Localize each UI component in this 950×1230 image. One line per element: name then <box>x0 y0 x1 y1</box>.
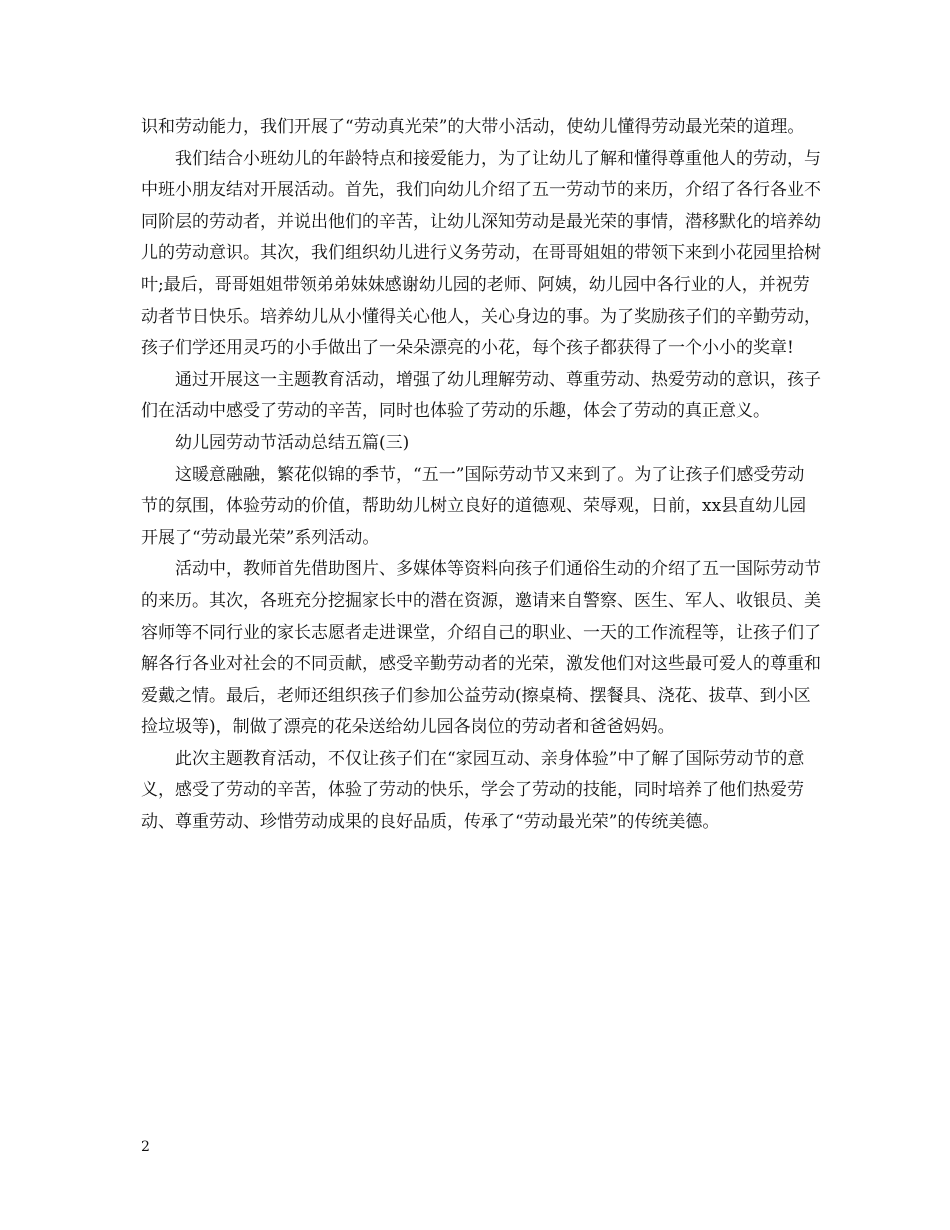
page-number: 2 <box>141 1139 150 1155</box>
paragraph-may-day-intro: 这暖意融融，繁花似锦的季节，“五一”国际劳动节又来到了。为了让孩子们感受劳动节的氛围，体验劳动的价值，帮助幼儿树立良好的道德观、荣辱观，日前，xx县直幼儿园开展了“劳动最光荣”系列活动。 <box>141 464 807 548</box>
document-body <box>141 112 821 839</box>
paragraph-summary: 此次主题教育活动，不仅让孩子们在“家园互动、亲身体验”中了解了国际劳动节的意义，感受了劳动的辛苦，体验了劳动的快乐，学会了劳动的技能，同时培养了他们热爱劳动、尊重劳动、珍惜劳动成果的良好品质，传承了“劳动最光荣”的传统美德。 <box>141 748 805 833</box>
paragraph-activity-details: 活动中，教师首先借助图片、多媒体等资料向孩子们通俗生动的介绍了五一国际劳动节的来历。其次，各班充分挖掘家长中的潜在资源，邀请来自警察、医生、军人、收银员、美容师等不同行业的家长志愿者走进课堂，介绍自己的职业、一天的工作流程等，让孩子们了解各行各业对社会的不同贡献，感受辛勤劳动者的光荣，激发他们对这些最可爱人的尊重和爱戴之情。最后，老师还组织孩子们参加公益劳动(擦桌椅、摆餐具、浇花、拔草、到小区捡垃圾等)，制做了漂亮的花朵送给幼儿园各岗位的劳动者和爸爸妈妈。 <box>141 559 821 738</box>
paragraph-activity-result: 通过开展这一主题教育活动，增强了幼儿理解劳动、尊重劳动、热爱劳动的意识，孩子们在活动中感受了劳动的辛苦，同时也体验了劳动的乐趣，体会了劳动的真正意义。 <box>141 369 821 422</box>
paragraph-small-class-activity: 我们结合小班幼儿的年龄特点和接爱能力，为了让幼儿了解和懂得尊重他人的劳动，与中班小朋友结对开展活动。首先，我们向幼儿介绍了五一劳动节的来历，介绍了各行各业不同阶层的劳动者，并说出他们的辛苦，让幼儿深知劳动是最光荣的事情，潜移默化的培养幼儿的劳动意识。其次，我们组织幼儿进行义务劳动，在哥哥姐姐的带领下来到小花园里拾树叶;最后，哥哥姐姐带领弟弟妹妹感谢幼儿园的老师、阿姨，幼儿园中各行业的人，并祝劳动者节日快乐。培养幼儿从小懂得关心他人，关心身边的事。为了奖励孩子们的辛勤劳动，孩子们学还用灵巧的小手做出了一朵朵漂亮的小花，每个孩子都获得了一个小小的奖章! <box>141 148 821 359</box>
paragraph-continued: 识和劳动能力，我们开展了“劳动真光荣”的大带小活动，使幼儿懂得劳动最光荣的道理。 <box>141 117 805 137</box>
section-heading: 幼儿园劳动节活动总结五篇(三) <box>175 432 410 453</box>
